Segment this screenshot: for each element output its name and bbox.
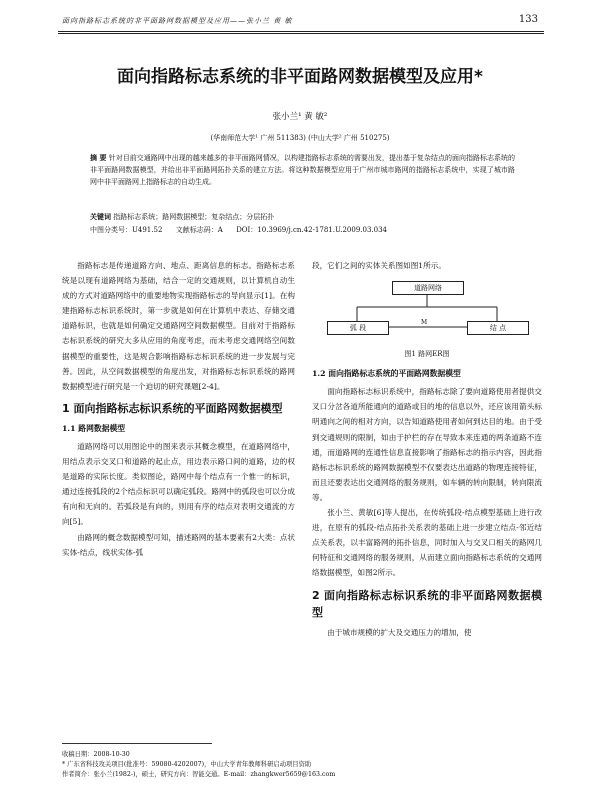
fig-box-node: 结 点: [467, 321, 529, 335]
subsection-1-2-heading: 1.2 面向指路标志系统的平面路网数据模型: [312, 369, 461, 379]
keywords: [90, 212, 515, 222]
footnote-rule: [62, 743, 212, 744]
keywords-text: 指路标志系统；路网数据模型；复杂结点；分层拓扑: [113, 213, 275, 221]
classification: [90, 225, 515, 235]
author-bio: 作者简介：张小兰(1982-)，硕士，研究方向：智能交通。E-mail：zhangkwer5659@163.com: [62, 771, 336, 778]
page-number: 133: [518, 14, 538, 25]
section-1-heading: 1 面向指路标志标识系统的平面路网数据模型: [62, 401, 283, 415]
fig-box-road-network: 道路网络: [392, 281, 464, 295]
abstract: [90, 152, 515, 188]
header-rule: [58, 31, 544, 32]
received-date: 收稿日期：2008-10-30: [62, 751, 130, 758]
running-header: 面向指路标志系统的非平面路网数据模型及应用——张小兰 黄 敏: [62, 17, 293, 25]
header-rule-thin: [58, 33, 544, 34]
paragraph-1-2b: 张小兰、黄敏[6]等人提出，在传统弧段-结点模型基础上进行改进，在原有的弧段-结点拓扑关系表的基础上进一步建立结点-邻近结点关系表，以丰富路网的拓扑信息，同时加入与交叉口相关的路网几何特征和交通网络的服务规则，从而建立面向指路标志系统的交通网络数据模型，如图2所示。: [312, 508, 542, 578]
section-2-heading: 2 面向指路标志标识系统的非平面路网数据模型: [312, 588, 542, 619]
intro-paragraph: 指路标志是传递道路方向、地点、距离信息的标志。指路标志系统是以现有道路网络为基础，结合一定的交通规则，以计算机自动生成的方式对道路网络中的重要地物实现指路标志的导向显示[1]。在构建指路标志标识系统时，第一步就是如何在计算机中表达、存储交通道路标识，也就是如何确定交通路网空间数据模型。目前对于指路标志标识系统的研究大多从应用的角度考虑，而未考虑交通网络空间数据模型的重要性，这是规合影响指路标志标识系统的进一步发展与完善。因此，从空间数据模型的角度出发，对指路标志标识系统的路网数据模型进行研究是一个迫切的研究课题[2-4]。: [62, 261, 295, 391]
authors: 张小兰¹ 黄 敏²: [272, 112, 328, 122]
keywords-label: 关键词: [90, 212, 111, 221]
continued-paragraph: 段，它们之间的实体关系图如图1所示。: [312, 261, 446, 270]
figure-1-caption: 图1 路网ER图: [404, 350, 450, 359]
subsection-1-1-heading: 1.1 路网数据模型: [62, 423, 126, 433]
fig-box-arc: 弧 段: [327, 321, 389, 335]
paragraph-1-2: 面向指路标志标识系统中，指路标志除了要向道路使用者提供交叉口分岔各道所能通向的道路或目的地的信息以外，还应该用箭头标明通向之间的相对方向，以告知道路使用者如何到达目的地。由于受到交通规则的限制，如由于护栏的存在导致本来连通的两条道路不连通，而道路网的连通性信息直接影响了指路标志的指示内容，因此指路标志标识系统的路网数据模型不仅要表达出道路的物理连接特征，而且还要表达出交通网络的服务规则，如车辆的转向限制，转向限流等。: [312, 387, 542, 502]
fig-relation-label: M: [421, 319, 428, 327]
left-column: [62, 258, 295, 560]
paragraph-1-1b: 由路网的概念数据模型可知，描述路网的基本要素有2大类：点状实体-结点，线状实体-弧: [62, 532, 295, 557]
paragraph-2: 由于城市规模的扩大及交通压力的增加，使: [327, 627, 472, 637]
abstract-label: 摘 要: [90, 153, 107, 162]
affiliations: (华南师范大学¹ 广州 511383) (中山大学² 广州 510275): [210, 134, 390, 142]
footnotes: [62, 750, 542, 780]
paper-title: 面向指路标志系统的非平面路网数据模型及应用*: [117, 67, 483, 87]
abstract-text: 针对目前交通路网中出现的越来越多的非平面路网情况，以构建指路标志系统的需要出发，提出基于复杂结点的面向指路标志系统的非平面路网数据模型，并给出非平面路网拓扑关系的建立方法。将这种数据模型应用于广州市城市路网的指路标志系统中，实现了城市路网中非平面路网上指路标志的自动生成。: [90, 154, 515, 186]
figure-1: [312, 277, 542, 345]
fund-note: * 广东省科技攻关项目(批准号：59080-4202007)，中山大学青年教师科研启动项目资助: [62, 761, 312, 768]
doi: DOI：10.3969/j.cn.42-1781.U.2009.03.034: [236, 226, 387, 234]
clc-number: 中图分类号：U491.52: [90, 226, 163, 234]
paragraph-1-1a: 道路网络可以用图论中的图来表示其概念模型，在道路网络中，用结点表示交叉口和道路的起止点，用边表示路口间的道路，边的权是道路的实际长度。类似图论，路网中每个结点有一个惟一的标识，通过连接弧段的2个结点标识可以确定弧段。路网中的弧段也可以分成有向和无向的。若弧段是有向的，则用有序的结点对表明交通流的方向[5]。: [62, 441, 295, 527]
doc-code: 文献标志码：A: [175, 226, 223, 234]
right-column: [312, 258, 542, 640]
